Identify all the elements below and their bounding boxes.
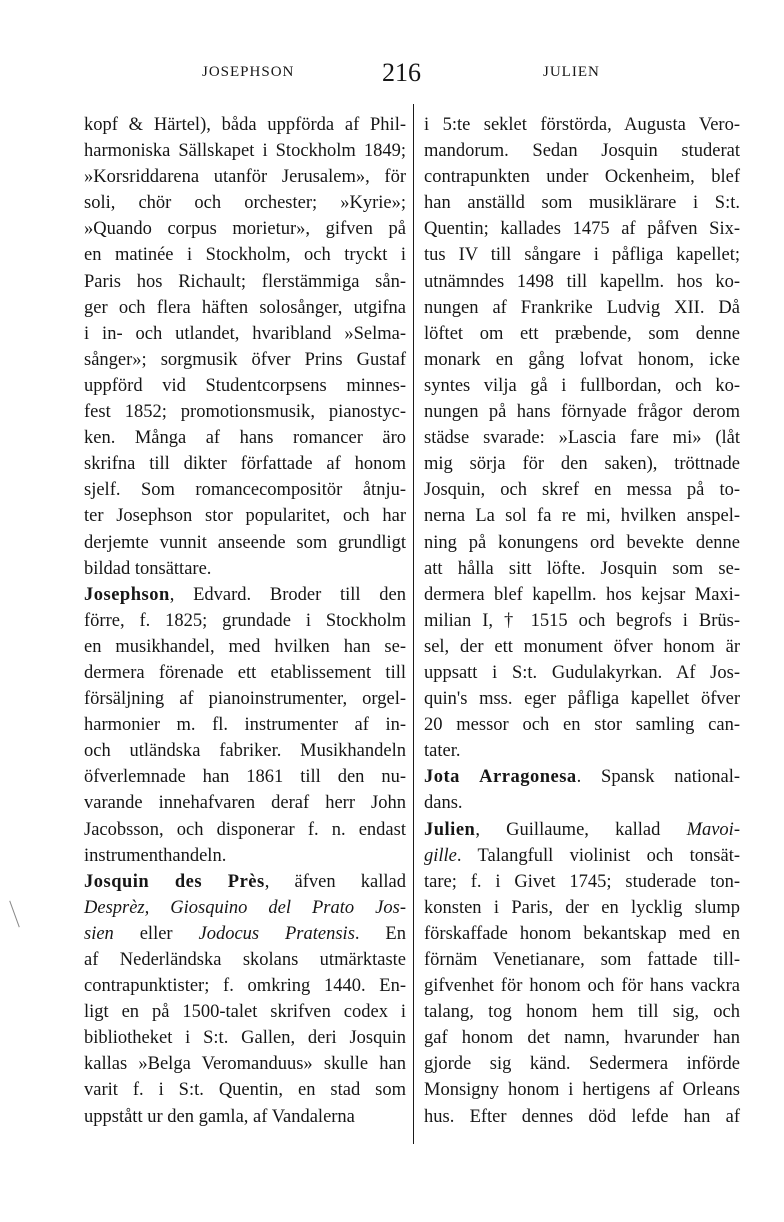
text-line: sånger»; sorgmusik öfver Prins Gustaf [84, 349, 406, 370]
text-line: uppförd vid Studentcorpsens minnes- [84, 375, 406, 396]
text-line: ligt en på 1500-talet skrifven codex i [84, 1002, 406, 1023]
text-line: instrumenthandeln. [84, 845, 227, 866]
text-line: uppsatt i S:t. Gudulakyrkan. Af Jos- [424, 662, 740, 683]
text-line: förskaffade honom bekantskap med en [424, 923, 740, 944]
text-line: ken. Många af hans romancer äro [84, 428, 406, 449]
text-line: skrifna till dikter författade af honom [84, 454, 406, 475]
text-line: Paris hos Richault; flerstämmiga sån- [84, 271, 406, 292]
text-line: bibliotheket i S:t. Gallen, deri Josquin [84, 1028, 406, 1049]
text-line: Julien, Guillaume, kallad Mavoi- [424, 819, 740, 840]
page-number: 216 [382, 58, 421, 87]
text-line: nungen af Frankrike Ludvig XII. Då [424, 297, 740, 318]
text-line: Josquin des Près, äfven kallad [84, 871, 406, 892]
text-line: soli, chör och orchester; »Kyrie»; [84, 193, 406, 214]
text-line: tus IV till sångare i påfliga kapellet; [424, 245, 740, 266]
text-line: sien eller Jodocus Pratensis. En [84, 923, 406, 944]
text-line: städse svarade: »Lascia fare mi» (låt [424, 428, 740, 449]
text-line: ning på konungens ord bevekte denne [424, 532, 740, 553]
text-line: »Quando corpus morietur», gifven på [84, 219, 406, 240]
text-line: dermera blef kapellm. hos kejsar Maxi- [424, 584, 740, 605]
left-column [84, 112, 406, 1130]
running-head-left: JOSEPHSON [202, 64, 295, 80]
text-line: 20 messor och en stor samling can- [424, 715, 740, 736]
text-line: ter Josephson stor popularitet, och har [84, 506, 406, 527]
text-line: Jacobsson, och disponerar f. n. endast [84, 819, 406, 840]
text-line: fest 1852; promotionsmusik, pianostyc- [84, 402, 406, 423]
text-line: nerna La sol fa re mi, hvilken anspel- [424, 506, 740, 527]
text-line: en musikhandel, med hvilken han se- [84, 636, 406, 657]
text-line: löftet om ett præbende, som denne [424, 323, 740, 344]
margin-mark [9, 901, 20, 928]
text-line: af Nederländska skolans utmärktaste [84, 950, 406, 970]
text-line: Josephson, Edvard. Broder till den [84, 584, 406, 605]
text-line: bildad tonsättare. [84, 558, 212, 579]
text-line: contrapunkten under Ockenheim, blef [424, 167, 740, 188]
text-line: dermera förenade ett etablissement till [84, 662, 406, 683]
text-line: quin's mss. eger påfliga kapellet öfver [424, 689, 740, 710]
text-line: tare; f. i Givet 1745; studerade ton- [424, 871, 740, 892]
text-line: Monsigny honom i hertigens af Orleans [424, 1080, 740, 1101]
text-line: försäljning af pianoinstrumenter, orgel- [84, 689, 406, 710]
text-line: mandorum. Sedan Josquin studerat [424, 141, 740, 162]
text-line: i 5:te seklet förstörda, Augusta Vero- [424, 115, 740, 135]
running-head-right: JULIEN [543, 64, 600, 80]
text-line: kallas »Belga Veromanduus» skulle han [84, 1054, 406, 1075]
text-line: ger och flera häften solosånger, utgifna [84, 297, 406, 318]
text-line: milian I, † 1515 och begrofs i Brüs- [424, 610, 740, 631]
text-line: utnämndes 1498 till kapellm. hos ko- [424, 271, 740, 292]
text-line: talang, tog honom hem till sig, och [424, 1002, 740, 1023]
text-line: förre, f. 1825; grundade i Stockholm [84, 610, 406, 631]
text-line: i in- och utlandet, hvaribland »Selma- [84, 323, 406, 344]
text-line: sjelf. Som romancecompositör åtnju- [84, 480, 406, 501]
text-line: contrapunktister; f. omkring 1440. En- [84, 976, 406, 997]
text-line: kopf & Härtel), båda uppförda af Phil- [84, 115, 406, 135]
text-line: derjemte vunnit anseende som grundligt [84, 532, 406, 553]
text-line: »Korsriddarena utanför Jerusalem», för [84, 167, 406, 188]
text-line: gaf honom det namn, hvarunder han [424, 1028, 740, 1049]
text-line: varande innehafvaren deraf herr John [84, 793, 406, 814]
text-line: en matinée i Stockholm, och tryckt i [84, 245, 406, 266]
text-line: hus. Efter dennes död lefde han af [424, 1106, 740, 1127]
text-line: gjorde sig känd. Sedermera införde [424, 1054, 740, 1075]
right-column [424, 112, 740, 1130]
text-line: öfverlemnade han 1861 till den nu- [84, 767, 406, 788]
text-line: Desprèz, Giosquino del Prato Jos- [84, 897, 406, 918]
text-line: och utländska fabriker. Musikhandeln [84, 741, 406, 762]
text-line: sel, der ett monument öfver honom är [424, 636, 740, 657]
text-line: gifvenhet för honom och för hans vackra [424, 976, 740, 997]
text-line: uppstått ur den gamla, af Vandalerna [84, 1106, 355, 1127]
text-line: nungen på hans förnyade frågor derom [424, 402, 740, 423]
column-divider [413, 104, 414, 1144]
text-line: förnäm Venetianare, som fattade till- [424, 950, 740, 970]
text-line: tater. [424, 741, 461, 762]
text-line: han anställd som musiklärare i S:t. [424, 193, 740, 214]
text-line: Josquin, och skref en messa på to- [424, 480, 740, 501]
text-line: varit f. i S:t. Quentin, en stad som [84, 1080, 406, 1101]
text-line: Quentin; kallades 1475 af påfven Six- [424, 219, 740, 240]
text-line: Jota Arragonesa. Spansk national- [424, 767, 740, 788]
text-line: harmonier m. fl. instrumenter af in- [84, 715, 406, 736]
text-line: konsten i Paris, der en lycklig slump [424, 897, 740, 918]
text-line: harmoniska Sällskapet i Stockholm 1849; [84, 141, 406, 162]
text-line: mig sörja för den saken), tröttnade [424, 454, 740, 475]
text-line: syntes vilja gå i fullbordan, och ko- [424, 375, 740, 396]
text-line: gille. Talangfull violinist och tonsät- [424, 845, 740, 866]
text-line: att hålla sitt löfte. Josquin som se- [424, 558, 740, 579]
text-line: monark en gång lofvat honom, icke [424, 349, 740, 370]
text-line: dans. [424, 793, 463, 814]
